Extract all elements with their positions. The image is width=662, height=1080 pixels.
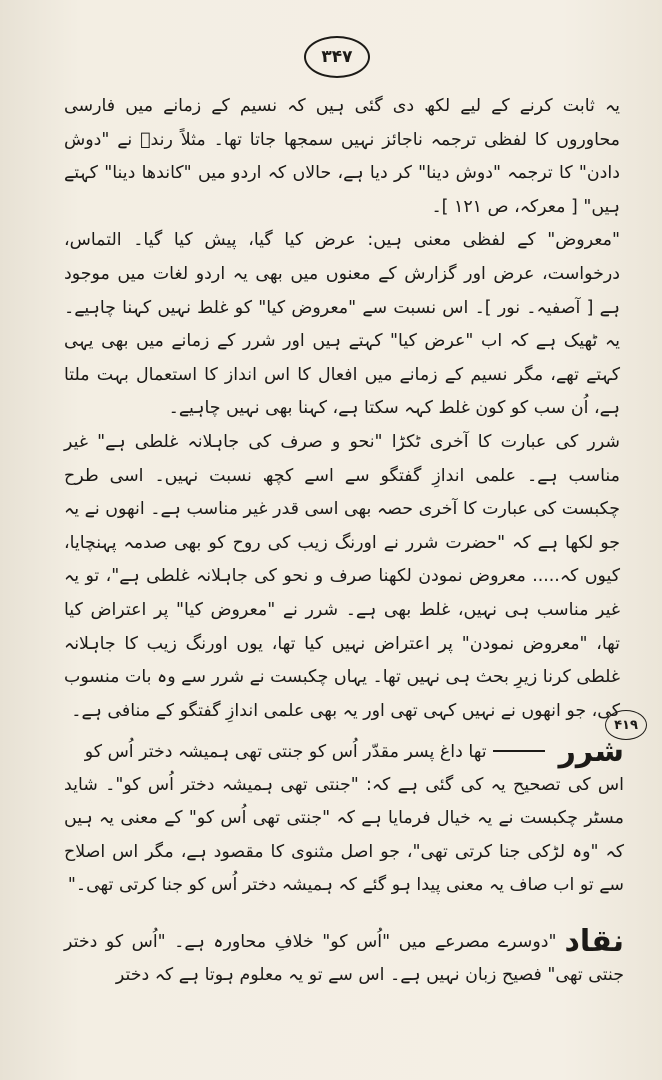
page-number: ۳۴۷ — [304, 36, 370, 78]
section-naqqad — [64, 925, 624, 992]
body-text — [64, 90, 620, 728]
dash-divider — [493, 750, 545, 752]
section-number: ۴۱۹ — [605, 710, 647, 740]
sharar-text: اس کی تصحیح یہ کی گئی ہے کہ: "جنتی تھی ہمیشہ دختر اُس کو"۔ شاید مسٹر چکبست نے یہ خیال فرمایا ہے کہ "جنتی تھی اُس کو" کے معنی یہ ہیں کہ "وہ لڑکی جنا کرتی تھی"، جو اصل مثنوی کا مقصود ہے، مگر اس اصلاح سے تو اب صاف یہ معنی پیدا ہو گئے کہ ہمیشہ دختر اُس کو جنا کرتی تھی۔" — [64, 775, 624, 895]
paragraph-1: یہ ثابت کرنے کے لیے لکھ دی گئی ہیں کہ نسیم کے زمانے میں فارسی محاوروں کا لفظی ترجمہ ناجائز نہیں سمجھا جاتا تھا۔ مثلاً رندؔ نے "دوش دادن" کا ترجمہ "دوش دینا" کر دیا ہے، حالاں کہ اردو میں "کاندھا دینا" کہتے ہیں" [ معرکہ، ص ۱۲۱ ]۔ — [64, 96, 620, 217]
verse-line — [64, 735, 624, 769]
paragraph-2: "معروض" کے لفظی معنی ہیں: عرض کیا گیا، پیش کیا گیا۔ التماس، درخواست، عرض اور گزارش کے معنوں میں بھی یہ اردو لغات میں موجود ہے [ آصفیہ۔ نور ]۔ اس نسبت سے "معروض کیا" کو غلط نہیں کہنا چاہیے۔ یہ ٹھیک ہے کہ اب "عرض کیا" کہتے ہیں اور شرر کے زمانے میں بھی یہی کہتے تھے، مگر نسیم کے زمانے میں افعال کا اس انداز کا استعمال بہت ملتا ہے، اُن سب کو کون غلط کہہ سکتا ہے، کہنا بھی نہیں چاہیے۔ — [64, 230, 620, 419]
speaker-naqqad: نقاد — [564, 924, 624, 959]
section-sharar — [64, 735, 624, 902]
speaker-sharar: شرر — [558, 734, 624, 769]
naqqad-text: "دوسرے مصرعے میں "اُس کو" خلافِ محاورہ ہے۔ "اُس کو دختر جنتی تھی" فصیح زبان نہیں ہے۔ اس سے تو یہ معلوم ہوتا ہے کہ دختر — [64, 932, 624, 986]
verse-text: تھا داغ پسر مقدّر اُس کو جنتی تھی ہمیشہ دختر اُس کو — [84, 742, 487, 762]
paragraph-3: شرر کی عبارت کا آخری ٹکڑا "نحو و صرف کی جاہلانہ غلطی ہے" غیر مناسب ہے۔ علمی اندازِ گفتگو سے اسے کچھ نسبت نہیں۔ اسی طرح چکبست کی عبارت کا آخری حصہ بھی اسی قدر غیر مناسب ہے۔ انھوں نے یہ جو لکھا ہے کہ "حضرت شرر نے اورنگ زیب کی روح کو بھی صدمہ پہنچایا، کیوں کہ..... معروض نمودن لکھنا صرف و نحو کی جاہلانہ غلطی ہے"، تو یہ غیر مناسب ہی نہیں، غلط بھی ہے۔ شرر نے "معروض کیا" پر اعتراض کیا تھا، "معروض نمودن" پر اعتراض نہیں کیا تھا، یوں اورنگ زیب کا جاہلانہ غلطی کرنا زیرِ بحث ہی نہیں تھا۔ یہاں چکبست نے شرر سے وہ بات منسوب کی، جو انھوں نے نہیں کہی تھی اور یہ بھی علمی اندازِ گفتگو کے منافی ہے۔ — [64, 431, 620, 721]
